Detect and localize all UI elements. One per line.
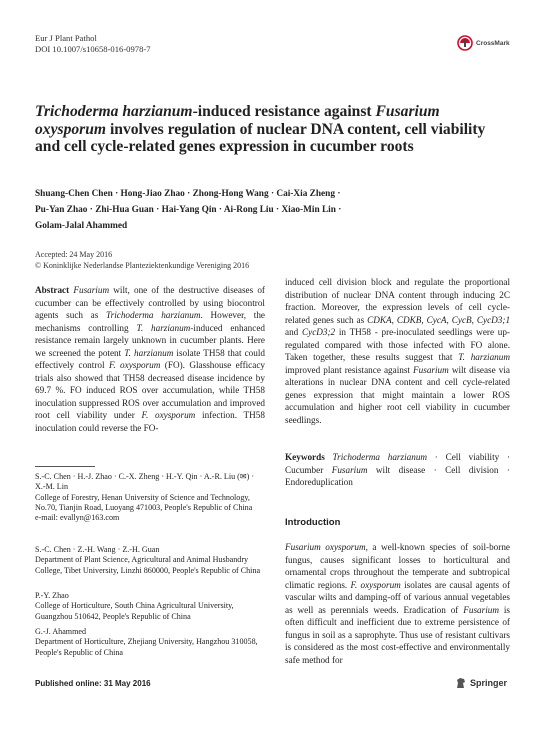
publisher-logo: [455, 677, 507, 689]
abstract-right: induced cell division block and regulate the proportional distribution of nuclear DNA content through inducing 2C fraction. Moreover, the expression levels of cell cycle-related genes such as CDKA, CDKB, CycA, CycB, CycD3;1 and CycD3;2 in TH58 - pre-inoculated seedlings were up-regulated compared with those infected with FO alone. Taken together, these results suggest that T. harzianum improved plant resistance against Fusarium wilt disease via alterations in nuclear DNA content and cell cycle-related genes expression that might maintain a lower ROS accumulation and higher root cell viability in cucumber seedlings.: [285, 277, 511, 425]
affiliation-2: [35, 545, 265, 576]
affiliation-1: [35, 472, 265, 523]
article-dates: [35, 249, 249, 271]
author-line[interactable]: Pu-Yan Zhao · Zhi-Hua Guan · Hai-Yang Qin · Ai-Rong Liu · Xiao-Min Lin ·: [35, 205, 342, 215]
abstract-label: Abstract: [35, 285, 70, 295]
affiliation-address: Department of Plant Science, Agricultural and Animal Husbandry College, Tibet University, Linzhi 860000, People's Republic of China: [35, 555, 261, 575]
affiliation-4: [35, 627, 265, 658]
crossmark-badge[interactable]: [457, 33, 517, 53]
affiliation-address: College of Forestry, Henan University of Science and Technology, No.70, Tianjin Road, Luoyang 471003, People's Republic of China: [35, 492, 253, 512]
journal-name: Eur J Plant Pathol: [35, 33, 97, 43]
title-species-1: Trichoderma harzianum: [35, 103, 193, 120]
author-line[interactable]: Golam-Jalal Ahammed: [35, 221, 128, 231]
title-text-1: -induced resistance against: [192, 103, 376, 120]
author-list: [35, 186, 505, 234]
publisher-name: Springer: [470, 678, 508, 688]
author-line[interactable]: Shuang-Chen Chen · Hong-Jiao Zhao · Zhong-Hong Wang · Cai-Xia Zheng ·: [35, 189, 341, 199]
keywords-label: Keywords: [285, 452, 325, 462]
affiliation-3: [35, 591, 265, 622]
article-title: [35, 103, 495, 156]
footnote-separator: [35, 466, 95, 467]
affiliation-address: College of Horticulture, South China Agricultural University, Guangzhou 510642, People's Republic of China: [35, 601, 234, 621]
keywords: [285, 451, 510, 489]
introduction-heading: Introduction: [285, 517, 341, 528]
copyright-notice: © Koninklijke Nederlandse Planteziektenkundige Vereniging 2016: [35, 261, 250, 270]
title-text-2: involves regulation of nuclear DNA content, cell viability and cell cycle-related genes expression in cucumber roots: [35, 120, 486, 155]
abstract-left: [35, 284, 265, 434]
abstract-text-left: Fusarium wilt, one of the destructive diseases of cucumber can be effectively controlled by using biocontrol agents such as Trichoderma harzianum. However, the mechanisms controlling T. harzianum-induced enhanced resistance remain largely unknown in cucumber plants. Here we screened the potent T. harzianum isolate TH58 that could effectively control F. oxysporum (FO). Glasshouse efficacy trials also showed that TH58 decreased disease incidence by 69.7 %. FO induced ROS over accumulation, while TH58 inoculation suppressed ROS over accumulation and improved root cell viability under F. oxysporum infection. TH58 inoculation could reverse the FO-: [35, 285, 266, 433]
affiliation-names: P.-Y. Zhao: [35, 591, 69, 600]
title-species-2: Fusarium oxysporum: [35, 103, 440, 138]
introduction-text: Fusarium oxysporum, a well-known species of soil-borne fungus, causes significant losses to horticultural and ornamental crops throughout the temperate and subtropical climatic regions. F. oxysporum isolates are causal agents of vascular wilts and damping-off of various annual vegetables as well as perennials weeds. Eradication of Fusarium is often difficult and inefficient due to extreme persistence of fungus in soil as a saprophyte. Thus use of resistant cultivars is considered as the most cost-effective and environmentally safe method for: [285, 542, 510, 665]
affiliation-address: Department of Horticulture, Zhejiang University, Hangzhou 310058, People's Republic of China: [35, 637, 258, 657]
crossmark-icon: [457, 35, 473, 51]
affiliation-names: S.-C. Chen · H.-J. Zhao · C.-X. Zheng · H.-Y. Qin · A.-R. Liu (✉) · X.-M. Lin: [35, 472, 255, 492]
published-online: Published online: 31 May 2016: [35, 679, 151, 688]
keywords-list: Trichoderma harzianum · Cell viability · Cucumber Fusarium wilt disease · Cell division · Endoreduplication: [285, 452, 511, 487]
affiliation-names: S.-C. Chen · Z.-H. Wang · Z.-H. Guan: [35, 545, 160, 554]
crossmark-label: CrossMark: [476, 39, 510, 47]
accepted-date: Accepted: 24 May 2016: [35, 250, 113, 259]
affiliation-email[interactable]: e-mail: evallyn@163.com: [35, 513, 120, 523]
springer-horse-icon: [455, 677, 467, 689]
doi[interactable]: DOI 10.1007/s10658-016-0978-7: [35, 44, 151, 54]
affiliation-names: G.-J. Ahammed: [35, 627, 87, 636]
